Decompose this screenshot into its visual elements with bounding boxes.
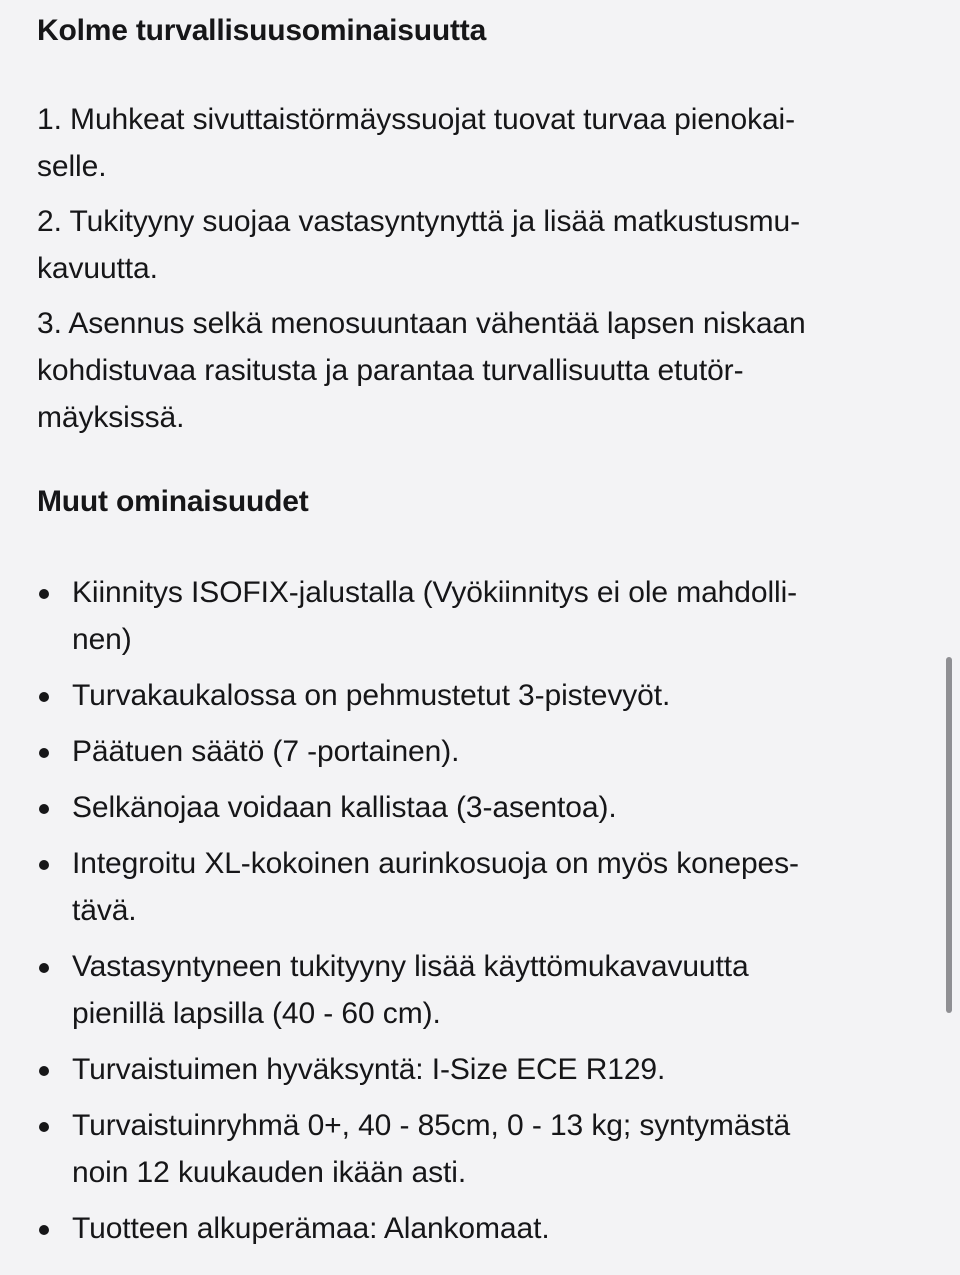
list-item-text: Tuotteen alkuperämaa: Alankomaat. [72, 1212, 550, 1245]
safety-feature-item: 1. Muhkeat sivuttaistörmäyssuojat tuovat turvaa pienokai- selle. [37, 103, 796, 183]
list-item [37, 840, 917, 934]
other-features-list [37, 569, 917, 1252]
list-item-text: Selkänojaa voidaan kallistaa (3-asentoa). [72, 791, 617, 824]
list-item [37, 943, 917, 1037]
bullet-icon [39, 589, 49, 599]
bullet-icon [39, 1225, 49, 1235]
other-features-heading: Muut ominaisuudet [37, 485, 309, 518]
list-item [37, 1205, 917, 1252]
list-item-text: Turvaistuimen hyväksyntä: I-Size ECE R129. [72, 1053, 666, 1086]
bullet-icon [39, 804, 49, 814]
safety-features-list [37, 96, 917, 441]
list-item-text: Turvaistuinryhmä 0+, 40 - 85cm, 0 - 13 kg; syntymästä noin 12 kuukauden ikään asti. [72, 1109, 791, 1189]
list-item-text: Turvakaukalossa on pehmustetut 3-pistevyöt. [72, 679, 671, 712]
bullet-icon [39, 748, 49, 758]
list-item [37, 672, 917, 719]
list-item [37, 1102, 917, 1196]
list-item-text: Kiinnitys ISOFIX-jalustalla (Vyökiinnitys ei ole mahdolli- nen) [72, 576, 798, 656]
bullet-icon [39, 963, 49, 973]
list-item-text: Vastasyntyneen tukityyny lisää käyttömukavavuutta pienillä lapsilla (40 - 60 cm). [72, 950, 749, 1030]
product-description [37, 0, 917, 1261]
list-item-text: Integroitu XL-kokoinen aurinkosuoja on myös konepes- tävä. [72, 847, 799, 927]
bullet-icon [39, 692, 49, 702]
bullet-icon [39, 1122, 49, 1132]
safety-feature-item: 3. Asennus selkä menosuuntaan vähentää lapsen niskaan kohdistuvaa rasitusta ja parantaa turvallisuutta etutör- mäyksissä. [37, 307, 806, 434]
list-item [37, 1046, 917, 1093]
list-item [37, 569, 917, 663]
scrollbar[interactable] [946, 657, 952, 1013]
safety-features-heading: Kolme turvallisuusominaisuutta [37, 14, 487, 47]
list-item [37, 728, 917, 775]
bullet-icon [39, 860, 49, 870]
list-item [37, 784, 917, 831]
bullet-icon [39, 1066, 49, 1076]
list-item-text: Päätuen säätö (7 -portainen). [72, 735, 460, 768]
safety-feature-item: 2. Tukityyny suojaa vastasyntynyttä ja lisää matkustusmu- kavuutta. [37, 205, 800, 285]
